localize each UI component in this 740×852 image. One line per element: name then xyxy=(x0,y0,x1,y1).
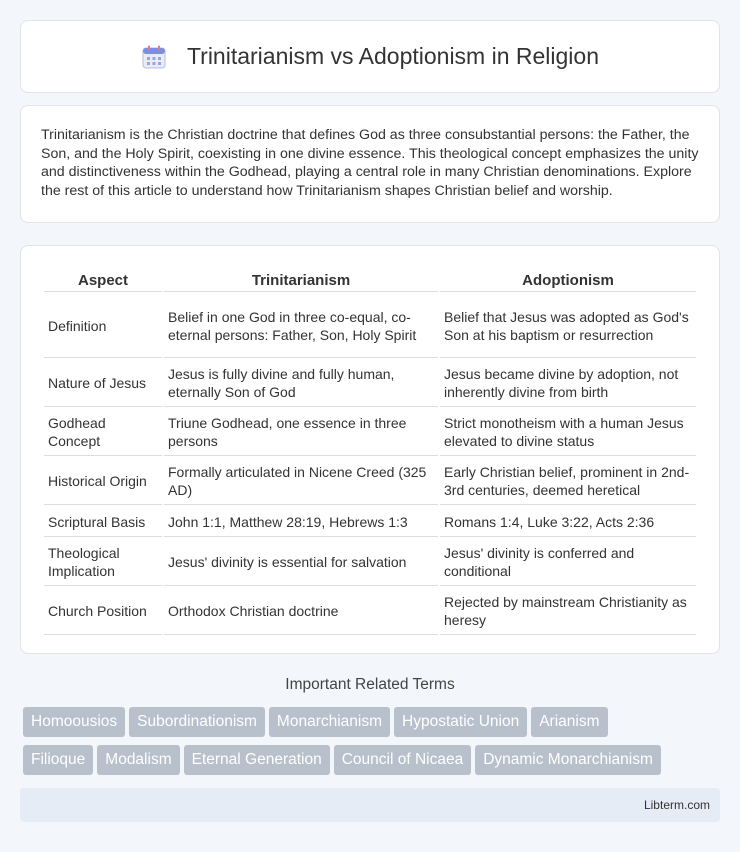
table-cell: Rejected by mainstream Christianity as heresy xyxy=(440,588,696,635)
table-cell: Jesus' divinity is essential for salvation xyxy=(164,539,438,586)
table-row xyxy=(44,458,696,505)
table-cell: Belief that Jesus was adopted as God's Son at his baptism or resurrection xyxy=(440,294,696,358)
tag-homoousios[interactable]: Homoousios xyxy=(23,707,125,737)
tag-subordinationism[interactable]: Subordinationism xyxy=(129,707,265,737)
tag-dynamic-monarchianism[interactable]: Dynamic Monarchianism xyxy=(475,745,661,775)
table-row xyxy=(44,588,696,635)
table-cell: Romans 1:4, Luke 3:22, Acts 2:36 xyxy=(440,507,696,537)
table-cell: Jesus became divine by adoption, not inherently divine from birth xyxy=(440,360,696,407)
tag-eternal-generation[interactable]: Eternal Generation xyxy=(184,745,330,775)
footer-brand-link[interactable]: Libterm.com xyxy=(643,798,710,812)
tag-filioque[interactable]: Filioque xyxy=(23,745,93,775)
table-cell: Historical Origin xyxy=(44,458,162,505)
header-trinitarianism: Trinitarianism xyxy=(164,268,438,292)
table-cell: Church Position xyxy=(44,588,162,635)
tag-council-of-nicaea[interactable]: Council of Nicaea xyxy=(334,745,471,775)
tag-modalism[interactable]: Modalism xyxy=(97,745,179,775)
table-cell: Theological Implication xyxy=(44,539,162,586)
table-row xyxy=(44,507,696,537)
table-cell: Godhead Concept xyxy=(44,409,162,456)
table-cell: Jesus' divinity is conferred and conditional xyxy=(440,539,696,586)
header-aspect: Aspect xyxy=(44,268,162,292)
title-card xyxy=(20,20,720,93)
table-row xyxy=(44,360,696,407)
tag-hypostatic-union[interactable]: Hypostatic Union xyxy=(394,707,527,737)
table-cell: Jesus is fully divine and fully human, eternally Son of God xyxy=(164,360,438,407)
related-terms-list xyxy=(23,707,723,783)
comparison-table xyxy=(42,266,698,637)
comparison-table-card xyxy=(20,245,720,654)
table-cell: Scriptural Basis xyxy=(44,507,162,537)
table-cell: Triune Godhead, one essence in three persons xyxy=(164,409,438,456)
tag-monarchianism[interactable]: Monarchianism xyxy=(269,707,390,737)
table-cell: Belief in one God in three co-equal, co-eternal persons: Father, Son, Holy Spirit xyxy=(164,294,438,358)
table-row xyxy=(44,294,696,358)
tag-arianism[interactable]: Arianism xyxy=(531,707,607,737)
calendar-icon xyxy=(141,44,167,70)
table-cell: John 1:1, Matthew 28:19, Hebrews 1:3 xyxy=(164,507,438,537)
intro-text: Trinitarianism is the Christian doctrine that defines God as three consubstantial persons: the Father, the Son, and the Holy Spirit, coexisting in one divine essence. This theological concept emphasizes the unity and distinctiveness within the Godhead, playing a central role in many Christian denominations. Explore the rest of this article to understand how Trinitarianism shapes Christian belief and worship. xyxy=(41,127,699,199)
table-cell: Definition xyxy=(44,294,162,358)
table-row xyxy=(44,409,696,456)
table-header-row xyxy=(44,268,696,292)
table-row xyxy=(44,539,696,586)
table-cell: Nature of Jesus xyxy=(44,360,162,407)
header-adoptionism: Adoptionism xyxy=(440,268,696,292)
footer xyxy=(20,788,720,822)
table-cell: Formally articulated in Nicene Creed (325 AD) xyxy=(164,458,438,505)
intro-card xyxy=(20,105,720,223)
table-cell: Early Christian belief, prominent in 2nd-3rd centuries, deemed heretical xyxy=(440,458,696,505)
related-terms-title: Important Related Terms xyxy=(285,676,455,693)
table-cell: Strict monotheism with a human Jesus elevated to divine status xyxy=(440,409,696,456)
page-title: Trinitarianism vs Adoptionism in Religion xyxy=(186,43,600,69)
table-cell: Orthodox Christian doctrine xyxy=(164,588,438,635)
